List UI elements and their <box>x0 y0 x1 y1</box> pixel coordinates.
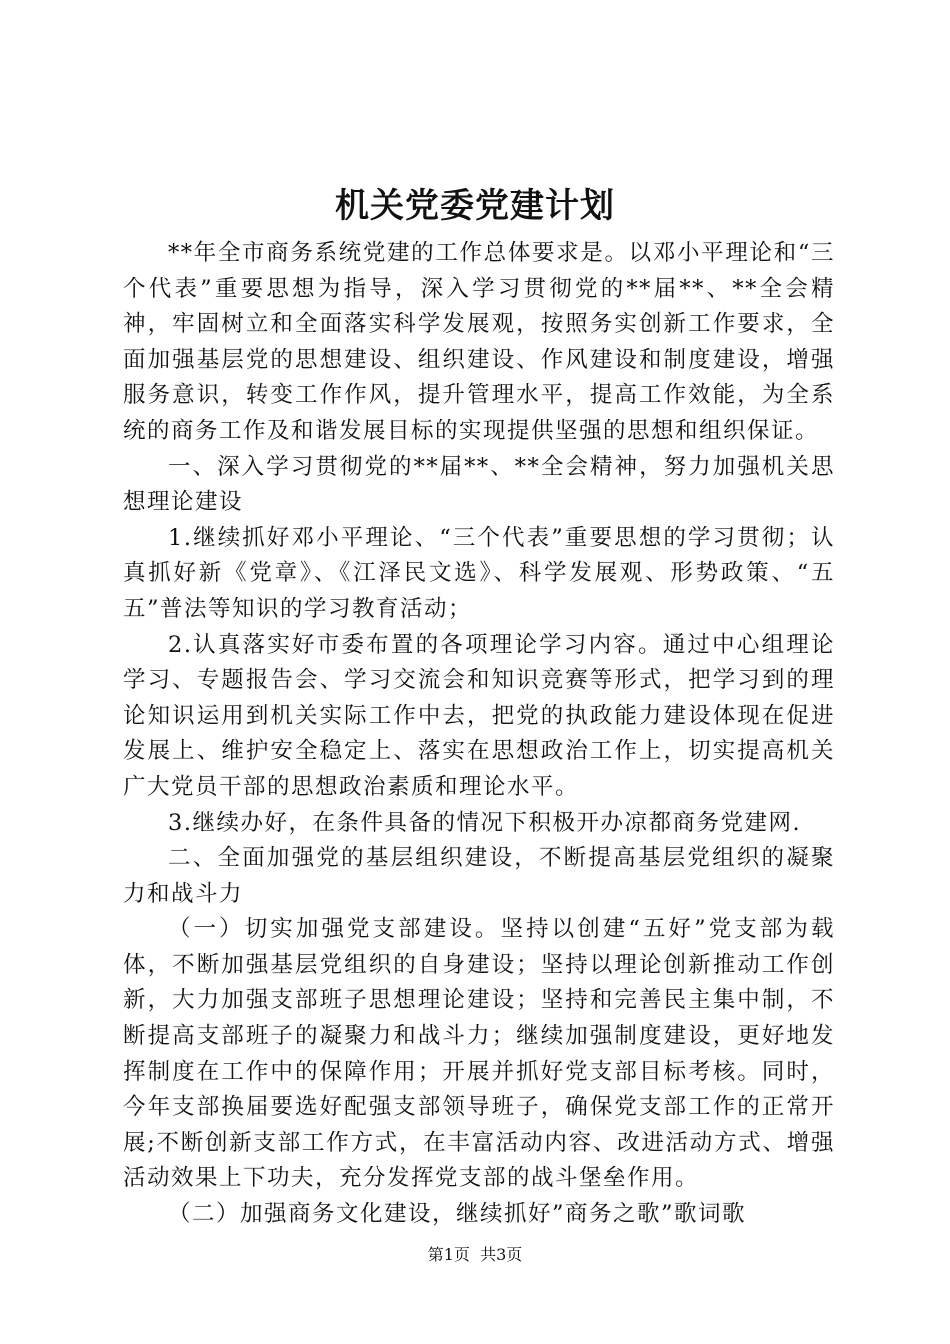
paragraph-item-3: 3.继续办好，在条件具备的情况下积极开办凉都商务党建网. <box>168 809 802 836</box>
section-heading-2: 二、全面加强党的基层组织建设，不断提高基层党组织的凝聚力和战斗力 <box>123 845 835 907</box>
page-footer <box>0 1244 950 1266</box>
paragraph-intro: **年全市商务系统党建的工作总体要求是。以邓小平理论和“三个代表”重要思想为指导，深入学习贯彻党的**届**、**全会精神，牢固树立和全面落实科学发展观，按照务实创新工作要求，全面加强基层党的思想建设、组织建设、作风建设和制度建设，增强服务意识，转变工作作风，提升管理水平，提高工作效能，为全系统的商务工作及和谐发展目标的实现提供坚强的思想和组织保证。 <box>123 240 835 444</box>
paragraph-subsection-2: （二）加强商务文化建设，继续抓好”商务之歌”歌词歌 <box>168 1201 747 1228</box>
paragraph-subsection-1: （一）切实加强党支部建设。坚持以创建“五好”党支部为载体，不断加强基层党组织的自身建设；坚持以理论创新推动工作创新，大力加强支部班子思想理论建设；坚持和完善民主集中制，不断提高支部班子的凝聚力和战斗力；继续加强制度建设，更好地发挥制度在工作中的保障作用；开展并抓好党支部目标考核。同时，今年支部换届要选好配强支部领导班子，确保党支部工作的正常开展;不断创新支部工作方式，在丰富活动内容、改进活动方式、增强活动效果上下功夫，充分发挥党支部的战斗堡垒作用。 <box>123 916 835 1192</box>
document-title: 机关党委党建计划 <box>335 186 615 226</box>
paragraph-item-2: 2.认真落实好市委布置的各项理论学习内容。通过中心组理论学习、专题报告会、学习交流会和知识竞赛等形式，把学习到的理论知识运用到机关实际工作中去，把党的执政能力建设体现在促进发展上、维护安全稳定上、落实在思想政治工作上，切实提高机关广大党员干部的思想政治素质和理论水平。 <box>123 631 835 800</box>
document-body <box>123 236 835 1233</box>
page-total: 共3页 <box>480 1245 523 1264</box>
page-number: 第1页 <box>427 1245 470 1264</box>
section-heading-1: 一、深入学习贯彻党的**届**、**全会精神，努力加强机关思想理论建设 <box>123 453 835 516</box>
paragraph-item-1: 1.继续抓好邓小平理论、“三个代表”重要思想的学习贯彻；认真抓好新《党章》、《江泽民文选》、科学发展观、形势政策、“五五”普法等知识的学习教育活动； <box>123 524 835 622</box>
